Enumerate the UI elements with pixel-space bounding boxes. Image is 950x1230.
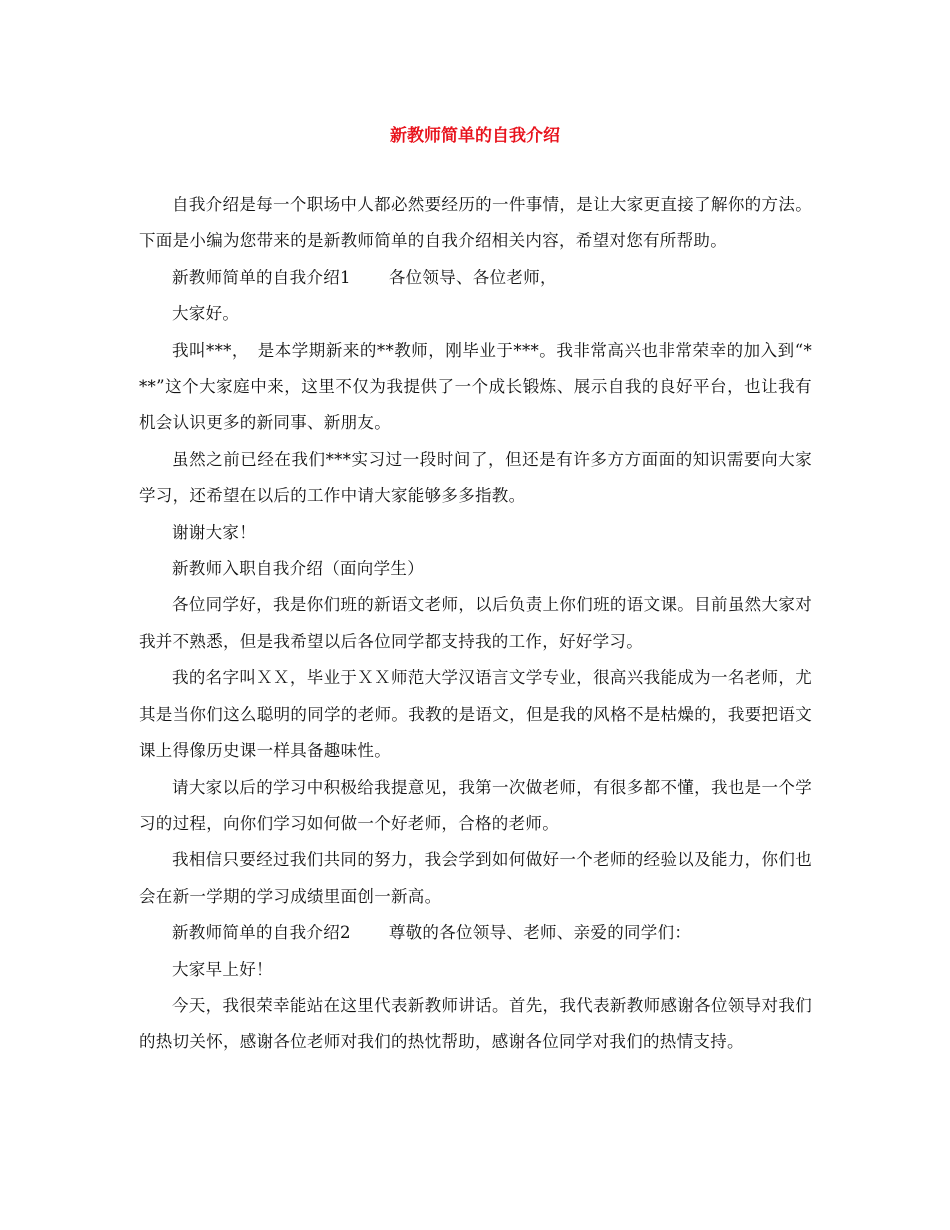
paragraph-self-name: 我叫***， 是本学期新来的**教师，刚毕业于***。我非常高兴也非常荣幸的加入到“***”这个大家庭中来，这里不仅为我提供了一个成长锻炼、展示自我的良好平台，也让我有机会认识更多的新同事、新朋友。 (139, 340, 812, 433)
paragraph-good-morning: 大家早上好！ (172, 959, 273, 979)
subheading-students: 新教师入职自我介绍（面向学生） (172, 559, 424, 579)
paragraph-my-name: 我的名字叫ＸＸ，毕业于ＸＸ师范大学汉语言文学专业，很高兴我能成为一名老师，尤其是当你们这么聪明的同学的老师。我教的是语文，但是我的风格不是枯燥的，我要把语文课上得像历史课一样具备趣味性。 (139, 668, 812, 761)
paragraph-today: 今天，我很荣幸能站在这里代表新教师讲话。首先，我代表新教师感谢各位领导对我们的热切关怀，感谢各位老师对我们的热忱帮助，感谢各位同学对我们的热情支持。 (139, 995, 812, 1052)
page-title: 新教师简单的自我介绍 (390, 126, 560, 146)
section-heading-line-2 (139, 915, 812, 951)
paragraph-suggestions: 请大家以后的学习中积极给我提意见，我第一次做老师，有很多都不懂，我也是一个学习的过程，向你们学习如何做一个好老师，合格的老师。 (139, 777, 812, 833)
paragraph-hello: 大家好。 (172, 304, 240, 324)
paragraph-thanks: 谢谢大家！ (172, 522, 256, 542)
section-heading-line-1 (139, 260, 812, 296)
section-greeting-2: 尊敬的各位领导、老师、亲爱的同学们： (388, 923, 692, 943)
section-heading-2: 新教师简单的自我介绍2 (172, 923, 351, 943)
paragraph-belief: 我相信只要经过我们共同的努力，我会学到如何做好一个老师的经验以及能力，你们也会在新一学期的学习成绩里面创一新高。 (139, 850, 812, 906)
document-body (139, 187, 812, 1061)
paragraph-intro: 自我介绍是每一个职场中人都必然要经历的一件事情，是让大家更直接了解你的方法。下面是小编为您带来的是新教师简单的自我介绍相关内容，希望对您有所帮助。 (139, 195, 812, 251)
paragraph-greet-students: 各位同学好，我是你们班的新语文老师，以后负责上你们班的语文课。目前虽然大家对我并不熟悉，但是我希望以后各位同学都支持我的工作，好好学习。 (139, 595, 812, 651)
paragraph-internship: 虽然之前已经在我们***实习过一段时间了，但还是有许多方方面面的知识需要向大家学习，还希望在以后的工作中请大家能够多多指教。 (139, 449, 812, 506)
section-greeting-1: 各位领导、各位老师， (388, 267, 557, 287)
section-heading-1: 新教师简单的自我介绍1 (172, 267, 351, 287)
